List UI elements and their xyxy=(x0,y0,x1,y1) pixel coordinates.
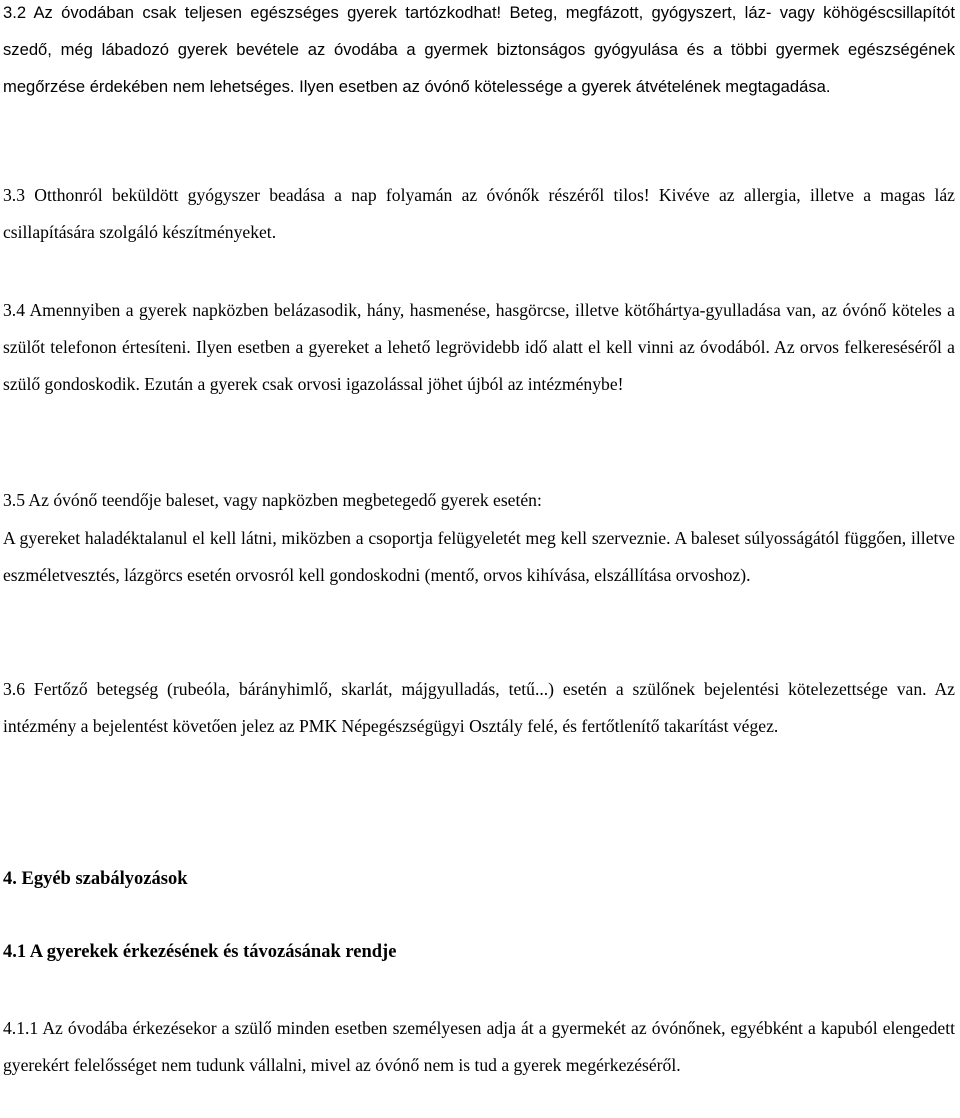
paragraph-3-3: 3.3 Otthonról beküldött gyógyszer beadása a nap folyamán az óvónők részéről tilos! Kivéve az allergia, illetve a magas láz csillapítására szolgáló készítményeket. xyxy=(3,185,955,242)
paragraph-3-4: 3.4 Amennyiben a gyerek napközben belázasodik, hány, hasmenése, hasgörcse, illetve kötőhártya-gyulladása van, az óvónő köteles a szülőt telefonon értesíteni. Ilyen esetben a gyereket a lehető legrövidebb idő alatt el kell vinni az óvodából. Az orvos felkereséséről a szülő gondoskodik. Ezután a gyerek csak orvosi igazolással jöhet újból az intézménybe! xyxy=(3,300,955,394)
paragraph-3-6: 3.6 Fertőző betegség (rubeóla, bárányhimlő, skarlát, májgyulladás, tetű...) esetén a szülőnek bejelentési kötelezettsége van. Az intézmény a bejelentést követően jelez az PMK Népegészségügyi Osztály felé, és fertőtlenítő takarítást végez. xyxy=(3,679,955,736)
paragraph-3-5-title: 3.5 Az óvónő teendője baleset, vagy napközben megbetegedő gyerek esetén: xyxy=(3,490,542,510)
heading-4: 4. Egyéb szabályozások xyxy=(3,869,188,889)
paragraph-3-5-body: A gyereket haladéktalanul el kell látni, miközben a csoportja felügyeletét meg kell szerveznie. A baleset súlyosságától függően, illetve eszméletvesztés, lázgörcs esetén orvosról kell gondoskodni (mentő, orvos kihívása, elszállítása orvoshoz). xyxy=(3,528,955,585)
heading-4-1: 4.1 A gyerekek érkezésének és távozásának rendje xyxy=(3,942,397,962)
paragraph-4-1-1: 4.1.1 Az óvodába érkezésekor a szülő minden esetben személyesen adja át a gyermekét az óvónőnek, egyébként a kapuból elengedett gyerekért felelősséget nem tudunk vállalni, mivel az óvónő nem is tud a gyerek megérkezéséről. xyxy=(3,1018,955,1075)
paragraph-3-2: 3.2 Az óvodában csak teljesen egészséges gyerek tartózkodhat! Beteg, megfázott, gyógyszert, láz- vagy köhögéscsillapítót szedő, még lábadozó gyerek bevétele az óvodába a gyermek biztonságos gyógyulása és a többi gyermek egészségének megőrzése érdekében nem lehetséges. Ilyen esetben az óvónő kötelessége a gyerek átvételének megtagadása. xyxy=(3,3,955,96)
